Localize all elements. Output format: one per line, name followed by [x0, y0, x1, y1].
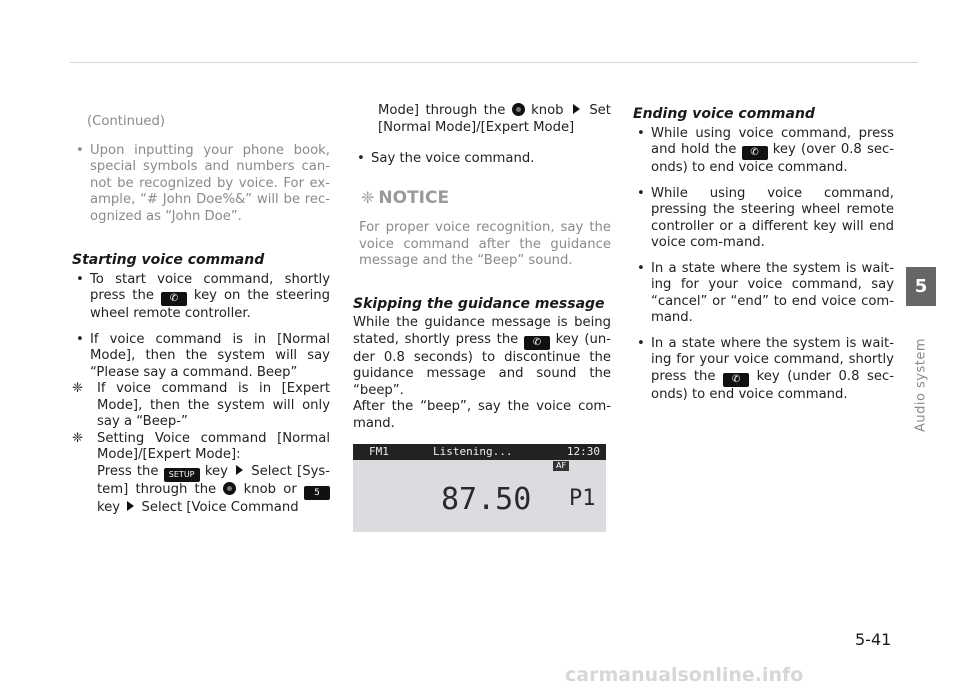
note-star-icon: ❈ [72, 430, 84, 446]
af-badge: AF [553, 461, 569, 471]
after-beep-paragraph: After the “beep”, say the voice com-mand. [353, 399, 611, 431]
clock: 12:30 [566, 445, 600, 458]
radio-display-illustration [353, 444, 606, 532]
column-1 [72, 114, 330, 525]
note-item: ❈ Setting Voice command [Normal Mode]/[Expert Mode]: Press the SETUP key Select [Sys-tem] through the knob or 5 key Select [Voice Command [72, 430, 330, 515]
frequency-readout: 87.50 [441, 482, 532, 517]
tune-knob-icon [223, 482, 236, 495]
display-status-bar [353, 444, 606, 460]
triangle-right-icon [573, 104, 580, 114]
skip-paragraph: While the guidance message is being stated, shortly press the ✆ key (un-der 0.8 seconds) to discontinue the guidance message and sound the “beep”. [353, 315, 611, 398]
column-2 [353, 103, 611, 432]
continued-label: (Continued) [87, 114, 165, 129]
list-item: • While using voice command, press and hold the ✆ key (over 0.8 sec-onds) to end voice command. [637, 125, 894, 175]
bullet-dot: • [76, 142, 84, 158]
watermark: carmanualsonline.info [565, 664, 804, 686]
note-item: ❈ If voice command is in [Expert Mode], then the system will only say a “Beep-” [72, 381, 330, 429]
tune-knob-icon [512, 103, 525, 116]
list-item: • If voice command is in [Normal Mode], then the system will say “Please say a command. Beep” [76, 331, 330, 380]
chapter-label: Audio system [913, 337, 929, 433]
band-label: FM1 [369, 445, 389, 458]
heading-skipping-guidance: Skipping the guidance message [353, 295, 605, 312]
list-item: • In a state where the system is wait-ing for your voice command, say “cancel” or “end” to end voice com-mand. [637, 260, 894, 325]
voice-key-icon: ✆ [161, 292, 187, 306]
preset-label: P1 [569, 486, 596, 511]
heading-ending-voice-command: Ending voice command [633, 106, 815, 122]
page-number: 5-41 [855, 630, 892, 649]
listening-status: Listening... [433, 445, 513, 458]
list-item: • While using voice command, pressing the steering wheel remote controller or a different key will end voice com-mand. [637, 185, 894, 250]
mode-continuation: Mode] through the knob Set [Normal Mode]/[Expert Mode] [378, 103, 611, 135]
list-item: • Say the voice command. [357, 151, 535, 166]
voice-key-icon: ✆ [742, 146, 768, 160]
notice-body: For proper voice recognition, say the voice command after the guidance message and the “Beep” sound. [359, 220, 611, 268]
voice-key-icon: ✆ [524, 336, 550, 350]
triangle-right-icon [236, 465, 243, 475]
notice-title: ❈ NOTICE [361, 187, 450, 208]
heading-starting-voice-command: Starting voice command [72, 252, 265, 268]
setup-key-icon: SETUP [164, 468, 200, 482]
phonebook-note: • Upon inputting your phone book, special symbols and numbers can-not be recognized by voice. For ex-ample, “# John Doe%&” will be rec-ognized as “John Doe”. [76, 142, 330, 224]
list-item: • To start voice command, shortly press the ✆ key on the steering wheel remote controller. [76, 271, 331, 321]
column-3 [633, 106, 894, 412]
chapter-tab: 5 [906, 267, 936, 306]
notice-star-icon: ❈ [361, 187, 375, 207]
note-star-icon: ❈ [72, 381, 84, 396]
top-rule [70, 62, 918, 63]
number-5-key-icon: 5 [304, 486, 330, 500]
voice-key-icon: ✆ [723, 373, 749, 387]
triangle-right-icon [127, 501, 134, 511]
list-item: • In a state where the system is wait-ing for your voice command, shortly press the ✆ key (under 0.8 sec-onds) to end voice command. [637, 335, 894, 402]
